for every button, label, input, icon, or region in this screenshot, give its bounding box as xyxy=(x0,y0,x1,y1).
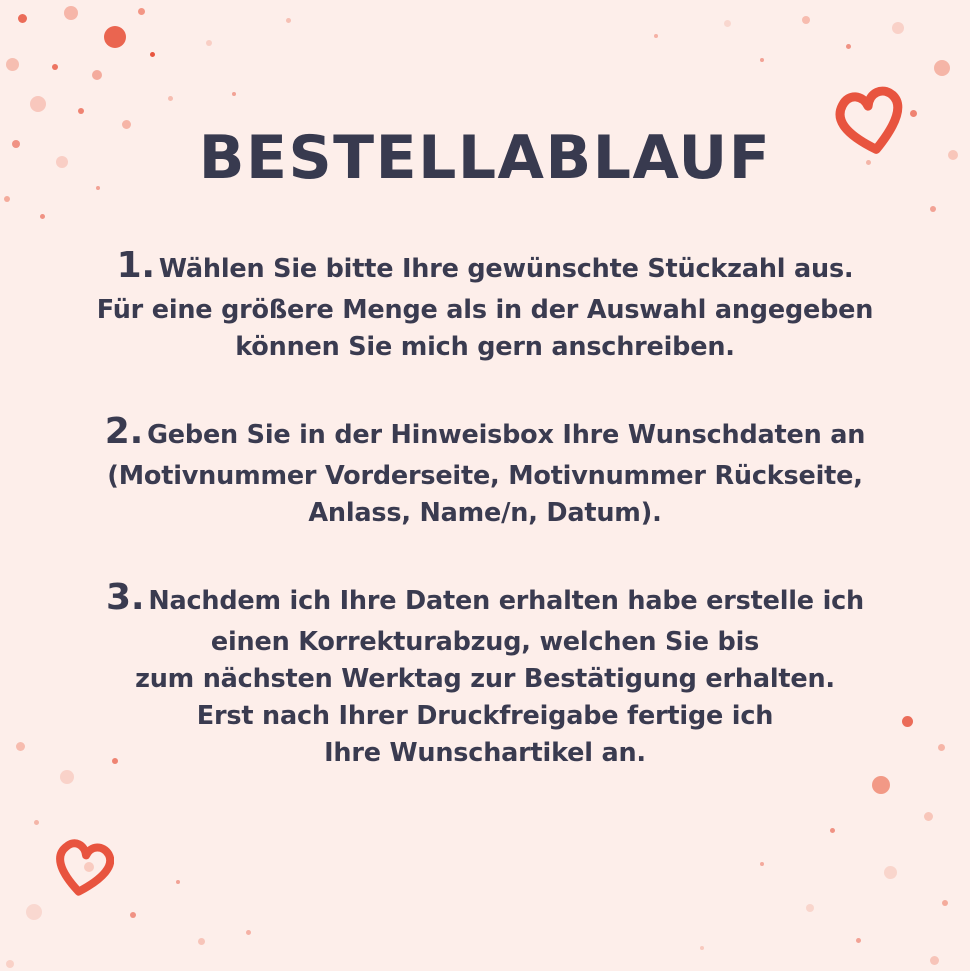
list-item xyxy=(60,240,910,366)
step-text: Geben Sie in der Hinweisbox Ihre Wunschdaten an xyxy=(147,420,866,451)
step-line: können Sie mich gern anschreiben. xyxy=(235,332,735,363)
step-line xyxy=(60,406,910,458)
step-line xyxy=(60,240,910,292)
step-number: 3. xyxy=(106,577,145,619)
step-line: Erst nach Ihrer Druckfreigabe fertige ich xyxy=(196,701,774,732)
step-line: Anlass, Name/n, Datum). xyxy=(308,498,662,529)
step-line: zum nächsten Werktag zur Bestätigung erhalten. xyxy=(135,664,835,695)
step-line: Für eine größere Menge als in der Auswahl angegeben xyxy=(96,295,874,326)
page-title: BESTELLABLAUF xyxy=(198,123,772,193)
step-text: Wählen Sie bitte Ihre gewünschte Stückzahl aus. xyxy=(158,254,854,284)
list-item xyxy=(60,572,910,772)
list-item xyxy=(60,406,910,532)
step-line xyxy=(60,572,910,624)
step-line: (Motivnummer Vorderseite, Motivnummer Rückseite, xyxy=(107,461,863,492)
step-number: 2. xyxy=(104,411,144,453)
step-line: einen Korrekturabzug, welchen Sie bis xyxy=(210,627,760,658)
step-number: 1. xyxy=(116,245,155,286)
step-line: Ihre Wunschartikel an. xyxy=(324,738,646,769)
step-text: Nachdem ich Ihre Daten erhalten habe erstelle ich xyxy=(148,586,864,617)
steps-list xyxy=(60,240,910,772)
